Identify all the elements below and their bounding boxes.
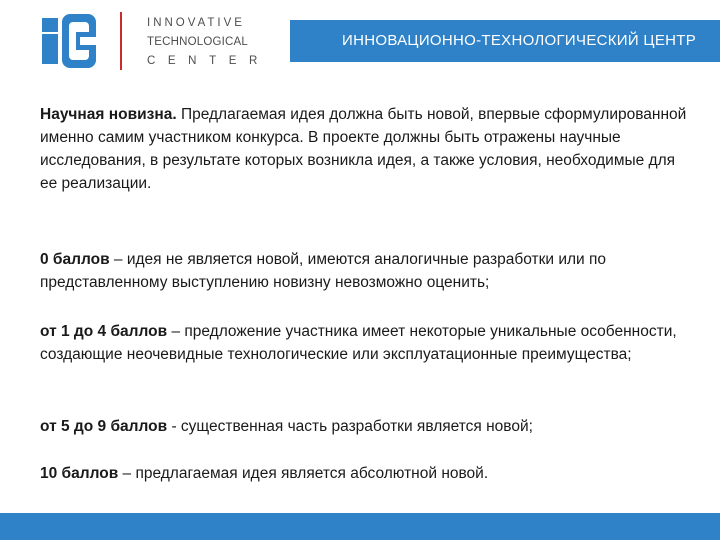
criterion-score: от 1 до 4 баллов (40, 323, 168, 340)
criterion-10-points (40, 462, 690, 485)
intro-heading: Научная новизна. (40, 106, 177, 123)
criterion-5-9-points (40, 415, 690, 438)
logo-line-3: CENTER (147, 55, 270, 67)
logo-divider (120, 12, 122, 70)
footer-bar (0, 513, 720, 540)
criterion-1-4-points (40, 320, 690, 366)
logo-wordmark (147, 14, 270, 71)
criterion-text: – предлагаемая идея является абсолютной новой. (118, 465, 489, 482)
logo-line-1: INNOVATIVE (147, 17, 245, 29)
criterion-text: – идея не является новой, имеются аналогичные разработки или по представленному выступлению новизну невозможно оценить; (40, 251, 607, 291)
criterion-score: 10 баллов (40, 465, 119, 482)
title-banner (290, 20, 720, 62)
criterion-score: 0 баллов (40, 251, 110, 268)
criterion-text: - существенная часть разработки является новой; (167, 418, 533, 435)
criterion-score: от 5 до 9 баллов (40, 418, 168, 435)
intro-text: Предлагаемая идея должна быть новой, впервые сформулированной именно самим участником конкурса. В проекте должны быть отражены научные исследования, в результате которых возникла идея, а также условия, необходимые для ее реализации. (40, 106, 687, 192)
criterion-0-points (40, 248, 690, 294)
logo-line-2: TECHNOLOGICAL (147, 36, 249, 48)
header (0, 0, 720, 80)
criterion-text: – предложение участника имеет некоторые уникальные особенности, создающие неочевидные технологические или эксплуатационные преимущества; (40, 323, 677, 363)
itc-logo-icon (38, 10, 100, 72)
banner-title: ИННОВАЦИОННО-ТЕХНОЛОГИЧЕСКИЙ ЦЕНТР (342, 32, 697, 49)
intro-paragraph (40, 103, 690, 195)
